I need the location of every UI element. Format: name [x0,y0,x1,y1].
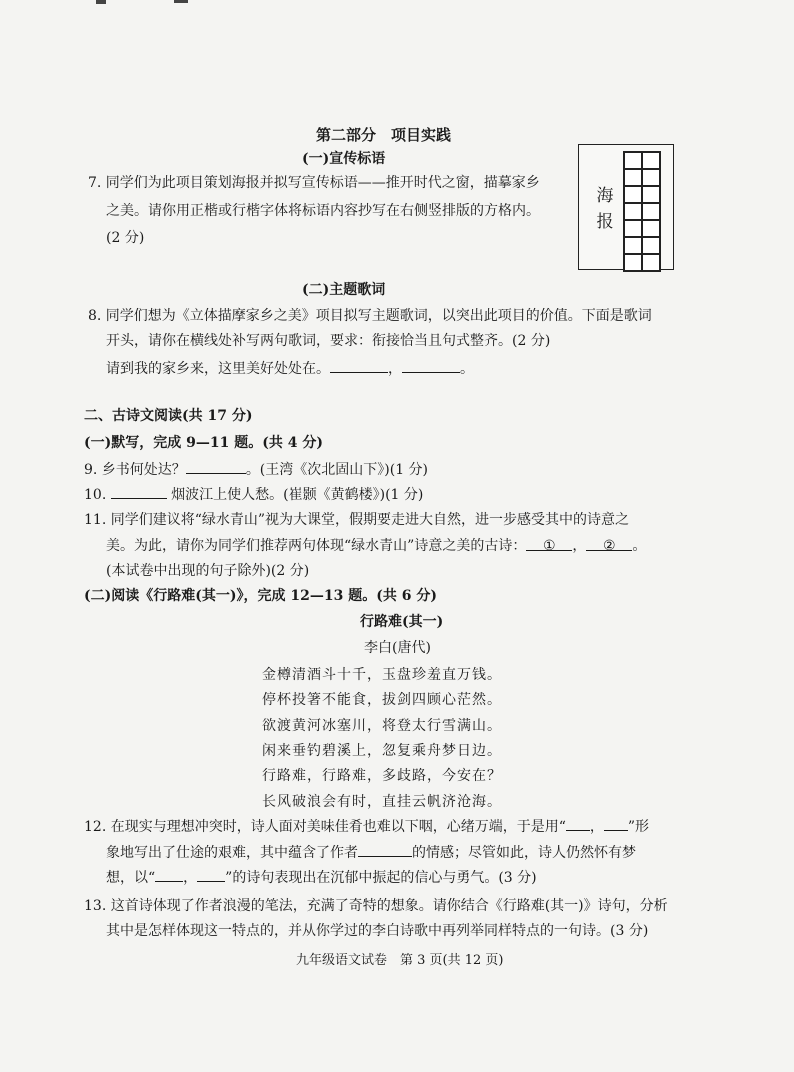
poem-line: 长风破浪会有时，直挂云帆济沧海。 [262,794,502,810]
grid-cell[interactable] [624,254,642,271]
grid-cell[interactable] [624,169,642,186]
poem-title: 行路难(其一) [360,614,444,630]
q10-blank[interactable] [111,484,167,499]
q8-blank-1[interactable] [330,358,388,373]
poem-line: 闲来垂钓碧溪上，忽复乘舟梦日边。 [262,743,502,759]
sub1-title: (一)默写，完成 9—11 题。(共 4 分) [84,435,323,451]
section-title-slogan: (一)宣传标语 [302,151,386,167]
q9-prefix: 9. 乡书何处达？ [84,462,186,478]
q12-line2: 象地写出了仕途的艰难，其中蕴含了作者 的情感；尽管如此，诗人仍然怀有梦 [106,842,636,863]
q9 [84,459,428,480]
writing-grid[interactable] [623,151,661,272]
q12-blank-1[interactable] [566,816,590,831]
page-footer: 九年级语文试卷 第 3 页(共 12 页) [296,953,504,968]
q11-sep: ， [572,538,587,554]
grid-cell[interactable] [624,152,642,169]
q12-line1: 12. 在现实与理想冲突时，诗人面对美味佳肴也难以下咽，心绪万端，于是用“ ， ”形 [84,816,649,837]
q10-suffix: 烟波江上使人愁。(崔颢《黄鹤楼》)(1 分) [171,487,424,503]
q11-line3: (本试卷中出现的句子除外)(2 分) [106,563,310,579]
q8-sep: ， [388,361,402,377]
q11-line2 [106,536,646,556]
grid-cell[interactable] [642,254,660,271]
q7-score: (2 分) [106,230,145,246]
q8-line1: 8. 同学们想为《立体描摩家乡之美》项目拟写主题歌词，以突出此项目的价值。下面是歌词 [88,308,652,324]
q12-blank-2[interactable] [604,816,628,831]
poem-author: 李白(唐代) [364,640,431,656]
part-title: 第二部分 项目实践 [316,126,452,144]
q10 [84,484,423,505]
grid-cell[interactable] [642,220,660,237]
poster-title: 海报 [596,186,614,232]
q11-blank-1[interactable]: ① [526,536,572,551]
grid-cell[interactable] [642,169,660,186]
grid-cell[interactable] [642,237,660,254]
q13-line2: 其中是怎样体现这一特点的，并从你学过的李白诗歌中再列举同样特点的一句诗。(3 分) [106,923,649,939]
q13-line1: 13. 这首诗体现了作者浪漫的笔法，充满了奇特的想象。请你结合《行路难(其一)》诗句，分析 [84,898,668,914]
q9-blank[interactable] [186,459,246,474]
q8-line3 [106,358,474,379]
q12-blank-3[interactable] [358,842,412,857]
q12-line3: 想，以“ ， ”的诗句表现出在沉郁中振起的信心与勇气。(3 分) [106,867,537,888]
grid-cell[interactable] [624,220,642,237]
q11-blank-2[interactable]: ② [586,536,632,551]
poem-line: 停杯投箸不能食，拔剑四顾心茫然。 [262,692,502,708]
sub2-title: (二)阅读《行路难(其一)》，完成 12—13 题。(共 6 分) [84,588,437,604]
q11-prefix: 美。为此，请你为同学们推荐两句体现“绿水青山”诗意之美的古诗： [106,538,527,554]
section-title-lyrics: (二)主题歌词 [302,282,386,298]
poem-line: 欲渡黄河冰塞川，将登太行雪满山。 [262,718,502,734]
grid-cell[interactable] [642,203,660,220]
grid-cell[interactable] [624,237,642,254]
scan-artifact [174,0,188,3]
grid-cell[interactable] [624,186,642,203]
scan-artifact [96,0,106,4]
grid-cell[interactable] [642,186,660,203]
q7-line2: 之美。请你用正楷或行楷字体将标语内容抄写在右侧竖排版的方格内。 [106,203,540,219]
q11-line1: 11. 同学们建议将“绿水青山”视为大课堂，假期要走进大自然，进一步感受其中的诗意之 [84,512,630,528]
q8-prefix: 请到我的家乡来，这里美好处处在。 [106,361,330,377]
q10-prefix: 10. [84,487,107,503]
q12-blank-4[interactable] [155,867,183,882]
q8-end: 。 [460,361,474,377]
q8-line2: 开头，请你在横线处补写两句歌词，要求：衔接恰当且句式整齐。(2 分) [106,333,551,349]
grid-cell[interactable] [624,203,642,220]
q7-line1: 7. 同学们为此项目策划海报并拟写宣传标语——推开时代之窗，描摹家乡 [88,175,540,191]
section2-title: 二、古诗文阅读(共 17 分) [84,408,253,424]
poem-line: 金樽清酒斗十千，玉盘珍羞直万钱。 [262,667,502,683]
poster-box [578,144,674,270]
q8-blank-2[interactable] [402,358,460,373]
grid-cell[interactable] [642,152,660,169]
q9-suffix: 。(王湾《次北固山下》)(1 分) [245,462,429,478]
poem-line: 行路难，行路难，多歧路，今安在？ [262,768,502,784]
q12-blank-5[interactable] [197,867,225,882]
q11-end: 。 [632,538,647,554]
